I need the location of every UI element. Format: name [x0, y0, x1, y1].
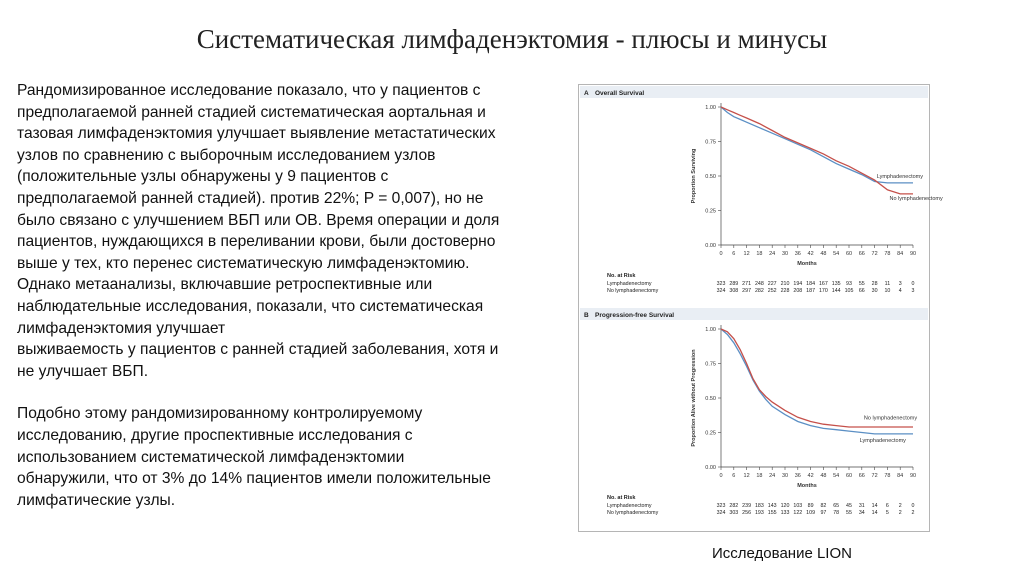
x-tick-label: 66 — [858, 473, 865, 479]
y-tick-label: 0.75 — [705, 361, 716, 368]
x-tick-label: 60 — [845, 251, 853, 257]
risk-value: 0 — [911, 281, 915, 287]
text-line: (положительные узлы обнаружены у 9 пациентов с — [17, 168, 389, 186]
risk-table-heading: No. at Risk — [607, 273, 636, 279]
risk-value: 120 — [780, 503, 790, 509]
x-tick-label: 36 — [794, 473, 801, 479]
risk-row-label: Lymphadenectomy — [607, 503, 652, 509]
x-tick-label: 24 — [769, 251, 776, 257]
figure-caption: Исследование LION — [712, 545, 852, 562]
text-line: предполагаемой ранней стадией). против 22%; P = 0,007), но не — [17, 189, 484, 207]
risk-value: 30 — [871, 288, 878, 294]
x-tick-label: 30 — [781, 473, 789, 479]
x-tick-label: 78 — [884, 473, 891, 479]
risk-value: 228 — [780, 288, 790, 294]
risk-value: 14 — [871, 510, 878, 516]
risk-value: 252 — [767, 288, 777, 294]
risk-value: 239 — [742, 503, 752, 509]
risk-value: 155 — [767, 510, 777, 516]
paragraph-2 — [17, 403, 577, 511]
x-tick-label: 6 — [732, 473, 736, 479]
risk-table-heading: No. at Risk — [607, 495, 636, 501]
risk-value: 143 — [767, 503, 777, 509]
risk-value: 184 — [806, 281, 816, 287]
y-tick-label: 0.00 — [705, 243, 716, 249]
x-tick-label: 66 — [858, 251, 865, 257]
paragraph-1 — [17, 80, 577, 382]
y-tick-label: 1.00 — [705, 105, 716, 111]
series-label: No lymphadenectomy — [889, 195, 943, 202]
y-tick-label: 0.50 — [705, 396, 716, 402]
y-tick-label: 0.25 — [705, 208, 716, 215]
series-line — [721, 107, 913, 183]
x-tick-label: 18 — [756, 251, 763, 257]
risk-value: 144 — [831, 288, 841, 294]
risk-value: 256 — [742, 510, 752, 516]
risk-value: 34 — [858, 510, 865, 516]
risk-value: 103 — [793, 503, 803, 509]
risk-value: 66 — [858, 288, 865, 294]
risk-value: 323 — [716, 503, 726, 509]
text-line: использованием систематической лимфаденэктомии — [17, 448, 405, 466]
risk-value: 55 — [846, 510, 852, 516]
x-tick-label: 6 — [732, 251, 736, 257]
risk-value: 55 — [858, 281, 865, 287]
risk-value: 78 — [833, 510, 840, 516]
risk-value: 282 — [729, 503, 739, 509]
x-tick-label: 48 — [820, 251, 827, 257]
risk-value: 289 — [729, 281, 739, 287]
x-axis-label: Months — [797, 483, 817, 489]
risk-value: 308 — [729, 288, 739, 294]
x-tick-label: 30 — [781, 251, 789, 257]
risk-value: 271 — [742, 281, 752, 287]
y-axis-label: Proportion Surviving — [691, 148, 697, 204]
risk-value: 93 — [846, 281, 852, 287]
risk-value: 65 — [833, 503, 840, 509]
risk-value: 297 — [742, 288, 752, 294]
risk-value: 3 — [898, 281, 902, 287]
risk-value: 82 — [820, 503, 827, 509]
series-line — [721, 329, 913, 427]
y-tick-label: 0.00 — [705, 465, 716, 471]
risk-value: 5 — [885, 510, 889, 516]
x-tick-label: 84 — [897, 473, 904, 479]
risk-value: 183 — [754, 503, 764, 509]
risk-value: 324 — [716, 510, 726, 516]
x-tick-label: 78 — [884, 251, 891, 257]
risk-value: 3 — [911, 288, 915, 294]
risk-value: 45 — [846, 503, 852, 509]
risk-value: 14 — [871, 503, 878, 509]
risk-value: 105 — [844, 288, 854, 294]
x-tick-label: 60 — [845, 473, 853, 479]
x-tick-label: 54 — [833, 251, 840, 257]
risk-value: 170 — [818, 288, 828, 294]
risk-value: 248 — [754, 281, 764, 287]
y-tick-label: 0.50 — [705, 174, 716, 180]
text-line: не улучшает ВБП. — [17, 362, 149, 380]
x-tick-label: 18 — [756, 473, 763, 479]
text-line: наблюдательные исследования, показали, что систематическая — [17, 297, 484, 315]
lion-figure — [578, 84, 943, 532]
risk-value: 11 — [884, 281, 891, 287]
risk-value: 324 — [716, 288, 726, 294]
risk-row-label: No lymphadenectomy — [607, 510, 659, 516]
risk-value: 303 — [729, 510, 739, 516]
x-tick-label: 72 — [871, 251, 878, 257]
slide-title: Систематическая лимфаденэктомия - плюсы и минусы — [196, 24, 828, 54]
text-line: выше у тех, кто перенес систематическую лимфаденэктомию. — [17, 254, 470, 272]
x-tick-label: 24 — [769, 473, 776, 479]
risk-value: 167 — [818, 281, 828, 287]
text-line: Подобно этому рандомизированному контролируемому — [17, 405, 423, 423]
panel-letter: B — [584, 312, 589, 319]
x-tick-label: 90 — [909, 251, 917, 257]
risk-value: 282 — [754, 288, 764, 294]
risk-value: 2 — [911, 510, 915, 516]
risk-value: 97 — [820, 510, 827, 516]
text-line: предполагаемой ранней стадией систематическая аортальная и — [17, 103, 486, 121]
risk-value: 133 — [780, 510, 790, 516]
y-tick-label: 1.00 — [705, 327, 716, 333]
series-label: Lymphadenectomy — [876, 174, 924, 181]
x-tick-label: 12 — [743, 473, 750, 479]
risk-value: 89 — [807, 503, 814, 509]
text-line: Однако метаанализы, включавшие ретроспективные или — [17, 276, 433, 294]
text-line: обнаружили, что от 3% до 14% пациентов имели положительные — [17, 470, 491, 488]
series-line — [721, 107, 913, 194]
risk-value: 31 — [858, 503, 865, 509]
text-line: узлов по сравнению с выборочным исследованием узлов — [17, 146, 436, 164]
chart-title: Overall Survival — [595, 90, 645, 97]
x-tick-label: 54 — [833, 473, 840, 479]
x-tick-label: 84 — [897, 251, 904, 257]
risk-value: 0 — [911, 503, 915, 509]
risk-value: 194 — [793, 281, 803, 287]
risk-value: 323 — [716, 281, 726, 287]
text-line: лимфатические узлы. — [17, 491, 176, 509]
y-axis-label: Proportion Alive without Progression — [691, 349, 697, 447]
risk-value: 227 — [767, 281, 777, 287]
risk-value: 28 — [871, 281, 878, 287]
risk-value: 135 — [831, 281, 841, 287]
series-label: No lymphadenectomy — [863, 415, 918, 422]
risk-value: 10 — [884, 288, 891, 294]
risk-row-label: No lymphadenectomy — [607, 288, 659, 294]
y-tick-label: 0.75 — [705, 139, 716, 146]
text-line: лимфаденэктомия улучшает — [17, 319, 226, 337]
series-label: Lymphadenectomy — [859, 437, 906, 444]
text-line: Рандомизированное исследование показало, что у пациентов с — [17, 82, 481, 99]
panel-letter: A — [584, 90, 589, 97]
text-line: исследованию, другие проспективные исследования с — [17, 426, 413, 444]
x-tick-label: 36 — [794, 251, 801, 257]
risk-value: 6 — [885, 503, 889, 509]
risk-row-label: Lymphadenectomy — [607, 281, 652, 287]
risk-value: 187 — [806, 288, 816, 294]
x-tick-label: 0 — [719, 473, 723, 479]
risk-value: 210 — [780, 281, 790, 287]
text-line: тазовая лимфаденэктомия улучшает выявление метастатических — [17, 125, 496, 143]
x-tick-label: 42 — [807, 251, 814, 257]
x-tick-label: 72 — [871, 473, 878, 479]
body-text — [17, 80, 577, 511]
risk-value: 208 — [793, 288, 803, 294]
chart-title: Progression-free Survival — [595, 312, 675, 319]
x-axis-label: Months — [797, 261, 817, 267]
risk-value: 193 — [754, 510, 764, 516]
risk-value: 2 — [898, 503, 902, 509]
risk-value: 4 — [898, 288, 902, 294]
text-line: выживаемость у пациентов с ранней стадией заболевания, хотя и — [17, 341, 499, 359]
paragraph-gap — [17, 382, 577, 403]
survival-charts — [579, 85, 943, 531]
x-tick-label: 48 — [820, 473, 827, 479]
text-line: пациентов, нуждающихся в переливании крови, были достоверно — [17, 233, 496, 251]
x-tick-label: 0 — [719, 251, 723, 257]
x-tick-label: 12 — [743, 251, 750, 257]
risk-value: 109 — [806, 510, 816, 516]
x-tick-label: 42 — [807, 473, 814, 479]
risk-value: 122 — [793, 510, 803, 516]
x-tick-label: 90 — [909, 473, 917, 479]
y-tick-label: 0.25 — [705, 430, 716, 437]
text-line: было связано с улучшением ВБП или ОВ. Время операции и доля — [17, 211, 500, 229]
risk-value: 2 — [898, 510, 902, 516]
